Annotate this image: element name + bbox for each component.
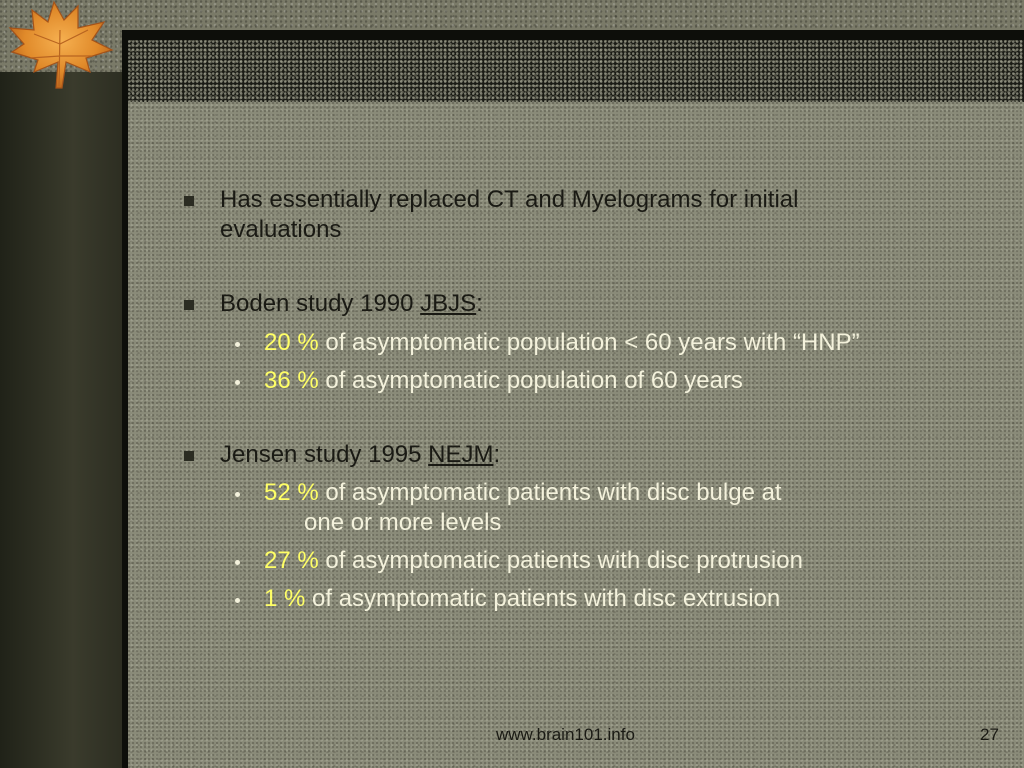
header-texture-band [128, 40, 1024, 102]
bullet2-suffix: : [476, 290, 483, 317]
bullet-square [184, 451, 194, 461]
bullet3-suffix: : [493, 441, 501, 468]
bullet3-sub2 [264, 546, 803, 576]
bullet2-sub2-pct: 36 % [264, 367, 319, 394]
sub-bullet-dot [235, 598, 240, 603]
bullet2-sub1-text: of asymptomatic population < 60 years with “HNP” [318, 329, 860, 356]
bullet3-sub2-text: of asymptomatic patients with disc protrusion [318, 547, 803, 574]
slide-number: 27 [980, 725, 999, 744]
bullet3-sub1-text: of asymptomatic patients with disc bulge at [318, 479, 782, 506]
bullet2-sub2 [264, 366, 743, 396]
bullet2-prefix: Boden study 1990 [220, 290, 421, 317]
sub-bullet-dot [235, 560, 240, 565]
bullet2-sub2-text: of asymptomatic population of 60 years [318, 367, 743, 394]
sub-bullet-dot [235, 342, 240, 347]
bullet-square [184, 300, 194, 310]
left-decorative-strip [0, 72, 122, 768]
bullet2-heading [220, 289, 483, 319]
footer-url: www.brain101.info [496, 725, 635, 744]
bullet3-sub3 [264, 584, 780, 614]
bullet-square [184, 196, 194, 206]
bullet1-line1: Has essentially replaced CT and Myelograms for initial [220, 186, 799, 213]
bullet3-sub1-pct: 52 % [264, 479, 319, 506]
bullet3-journal: NEJM [428, 441, 494, 468]
bullet2-sub1 [264, 328, 860, 358]
bullet3-sub3-text: of asymptomatic patients with disc extrusion [305, 585, 781, 612]
bullet3-heading [220, 440, 500, 470]
bullet3-sub2-pct: 27 % [264, 547, 319, 574]
bullet3-sub1 [264, 478, 782, 508]
sub-bullet-dot [235, 492, 240, 497]
top-border [128, 30, 1024, 40]
bullet2-journal: JBJS [420, 290, 477, 317]
bullet3-sub1-line2: one or more levels [304, 509, 502, 536]
bullet3-sub3-pct: 1 % [264, 585, 306, 612]
maple-leaf-icon [4, 0, 116, 92]
bullet2-sub1-pct: 20 % [264, 329, 319, 356]
sub-bullet-dot [235, 380, 240, 385]
bullet3-prefix: Jensen study 1995 [220, 441, 429, 468]
bullet1-line2: evaluations [220, 216, 342, 243]
